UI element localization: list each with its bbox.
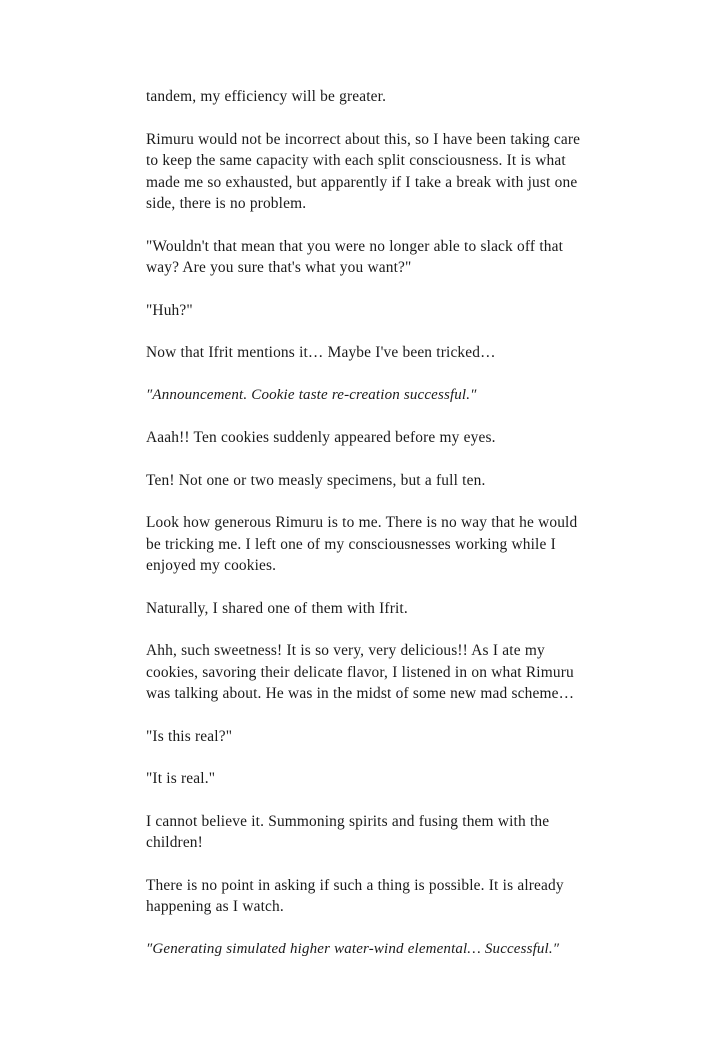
paragraph: Aaah!! Ten cookies suddenly appeared before my eyes. [146,429,496,446]
paragraph: "It is real." [146,770,216,787]
paragraph: I cannot believe it. Summoning spirits and fusing them with the children! [146,812,550,851]
paragraph: "Huh?" [146,301,193,319]
body-text-column [146,86,582,960]
paragraph-announcement: ″Announcement. Cookie taste re-creation successful.″ [146,386,477,403]
paragraph: Ahh, such sweetness! It is so very, very delicious!! As I ate my cookies, savoring their delicate flavor, I listened in on what Rimuru was talking about. He was in the midst of some new mad scheme… [146,642,575,702]
paragraph: "Is this real?" [146,727,233,745]
paragraph: "Wouldn't that mean that you were no longer able to slack off that way? Are you sure that's what you want?" [146,237,564,276]
paragraph: Ten! Not one or two measly specimens, but a full ten. [146,471,486,489]
paragraph: Look how generous Rimuru is to me. There is no way that he would be tricking me. I left one of my consciousnesses working while I enjoyed my cookies. [146,514,578,574]
paragraph: There is no point in asking if such a thing is possible. It is already happening as I watch. [146,876,564,915]
paragraph: Now that Ifrit mentions it… Maybe I've been tricked… [146,344,496,361]
paragraph: Rimuru would not be incorrect about this, so I have been taking care to keep the same capacity with each split consciousness. It is what made me so exhausted, but apparently if I take a break with just one side, there is no problem. [146,130,581,212]
paragraph-announcement: ″Generating simulated higher water-wind elemental… Successful.″ [146,940,560,957]
paragraph: Naturally, I shared one of them with Ifrit. [146,599,408,617]
paragraph: tandem, my efficiency will be greater. [146,88,387,105]
